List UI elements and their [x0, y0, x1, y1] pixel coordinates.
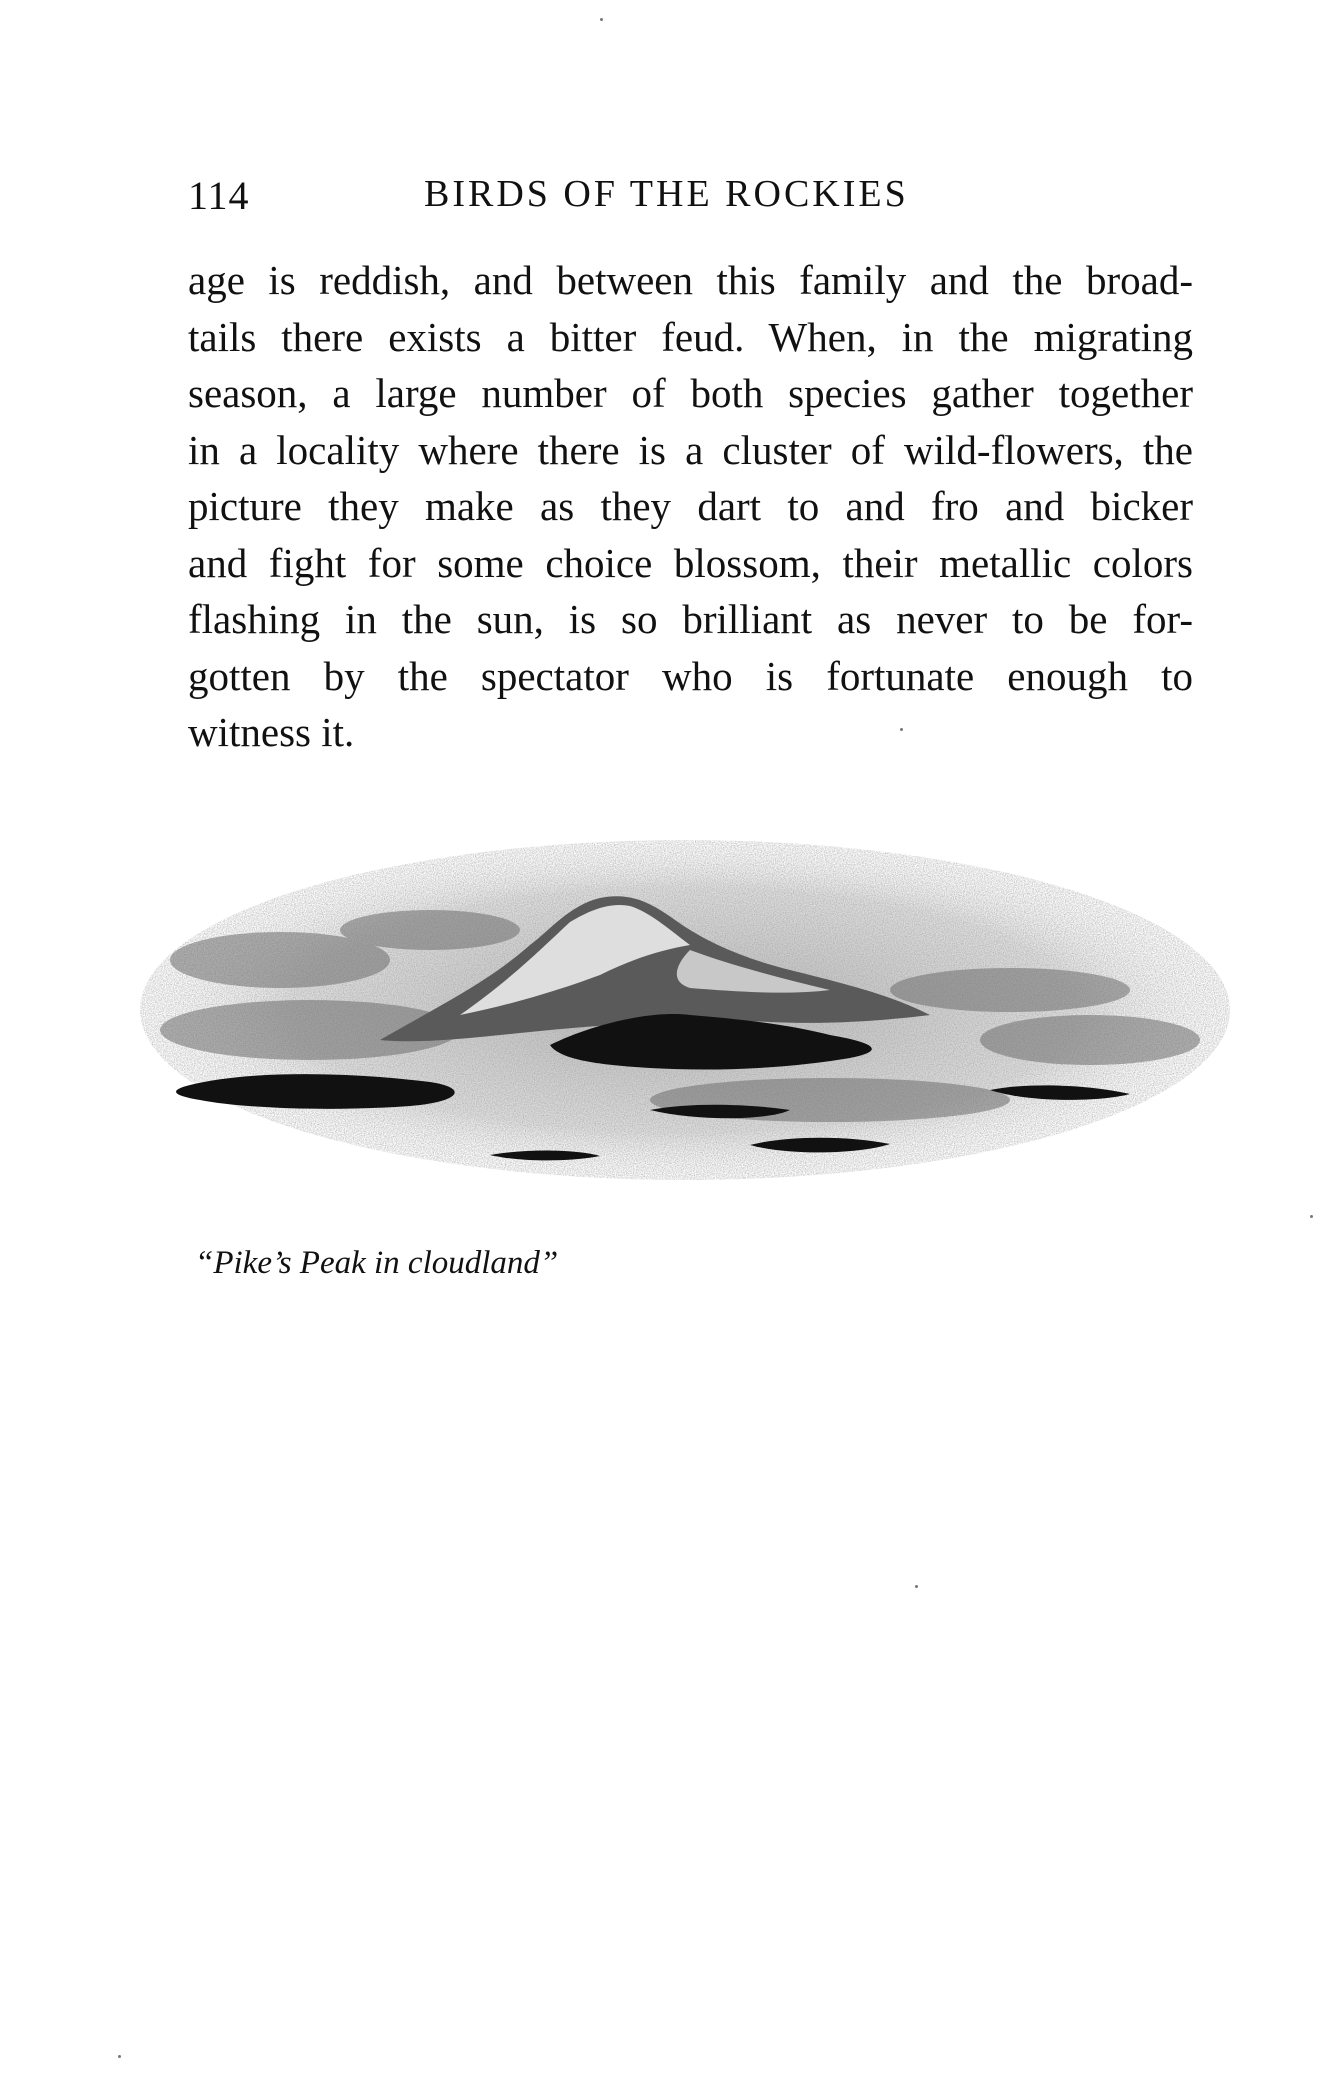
- scan-speck: [900, 728, 903, 731]
- body-paragraph: [188, 252, 1193, 761]
- text-line: age is reddish, and between this family and the broad-: [188, 257, 1193, 303]
- text-line: season, a large number of both species gather together: [188, 370, 1193, 416]
- mountain-illustration: [130, 810, 1240, 1200]
- text-line: and fight for some choice blossom, their metallic colors: [188, 539, 1193, 586]
- figure-caption: “Pike’s Peak in cloudland”: [195, 1245, 559, 1281]
- running-title: BIRDS OF THE ROCKIES: [424, 173, 909, 215]
- text-line: flashing in the sun, is so brilliant as never to be for-: [188, 596, 1193, 642]
- scan-speck: [600, 18, 603, 21]
- text-line: in a locality where there is a cluster of wild-flowers, the: [188, 426, 1193, 473]
- scan-speck: [915, 1585, 918, 1588]
- text-line: witness it.: [188, 709, 355, 755]
- text-line: gotten by the spectator who is fortunate enough to: [188, 652, 1193, 699]
- text-line: picture they make as they dart to and fro and bicker: [188, 483, 1193, 529]
- text-line: tails there exists a bitter feud. When, in the migrating: [188, 313, 1193, 360]
- running-head: [188, 172, 1198, 232]
- scan-speck: [118, 2055, 121, 2058]
- page-number: 114: [188, 173, 250, 218]
- scan-speck: [1310, 1215, 1313, 1218]
